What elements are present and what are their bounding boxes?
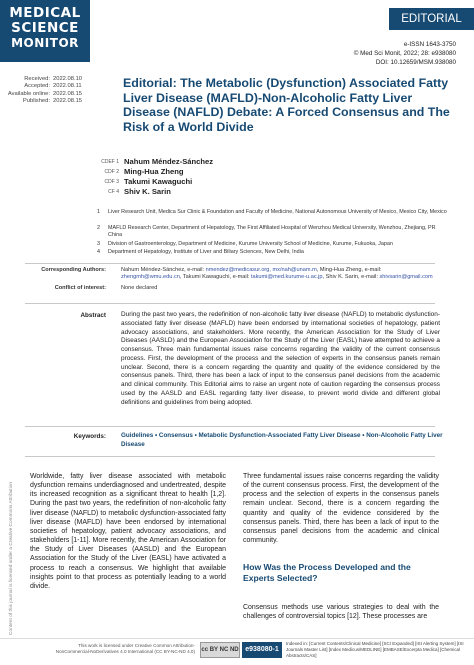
logo-line-1: MEDICAL [9, 5, 81, 21]
email-link[interactable]: zhengmh@wmu.edu.cn [121, 274, 180, 280]
author-name: Ming-Hua Zheng [124, 167, 184, 176]
abstract-text: During the past two years, the redefinition of non-alcoholic fatty liver disease (NAFLD) to metabolic dysfunction-associated fatty liver disease (MAFLD) have been endorsed by international societies of hepatology, patient advocacy associations, and stakeholders. More recently, the American Association for the Study of Liver Diseases (AASLD) and the European Association for the Study of the Liver (EASL) have attempted to achieve a consensus. Three main fundamental issues raise concerns regarding the validity of the current consensus process. First, the development of the process and the selection of experts in the consensus panels remain unclear. Second, there is a concern regarding the quantity and quality of the evidence considered by the consensus panels. Third, there has been a lack of input to the consensus panel decisions from the academic and clinical community. This Editorial aims to raise an urgent note of caution regarding the consensus process used by the AASLD and EASL regarding fatty liver disease, to prevent world divide and different global definitions and guidelines from being adopted. [121, 311, 440, 406]
indexed-in: Indexed in: [Current Contents/Clinical Medicine] [SCI Expanded] [ISI Alerting System] [ISI Journals Master List] [Index Medicus/MEDLINE] [EMBASE/Excerpta Medica] [Chemical Abstracts/CAS] [286, 641, 464, 658]
author-row: CDF 2 Ming-Hua Zheng [104, 167, 184, 176]
keywords-label: Keywords: [73, 433, 106, 440]
date-available-online: Available online: 2022.08.15 [7, 90, 83, 97]
article-type-badge: EDITORIAL [389, 8, 474, 30]
license-text: This work is licensed under Creative Common Attribution-NonCommercial-NoDerivatives 4.0 International (CC BY-NC-ND 4.0) [55, 643, 195, 654]
eissn: e-ISSN 1643-3750 [403, 41, 456, 48]
email-link[interactable]: takumi@med.kurume-u.ac.jp [250, 274, 323, 280]
doi: DOI: 10.12659/MSM.938080 [375, 59, 456, 66]
affiliation: 1 Liver Research Unit, Medica Sur Clinic & Foundation and Faculty of Medicine, National Autonomous University of Mexico, Mexico City, Mexico [97, 209, 447, 215]
logo-line-2: SCIENCE [11, 20, 79, 36]
date-published: Published: 2022.08.15 [22, 98, 83, 105]
affiliation: 4 Department of Hepatology, Institute of Liver and Biliary Sciences, New Delhi, India [97, 249, 304, 255]
journal-logo [0, 0, 90, 62]
author-row: CDF 3 Takumi Kawaguchi [104, 177, 193, 186]
logo-line-3: MONITOR [11, 36, 79, 50]
affiliation: 3 Division of Gastroenterology, Department of Medicine, Kurume University School of Medicine, Kurume, Fukuoka, Japan [97, 241, 393, 247]
author-row: CDEF 1 Nahum Méndez-Sánchez [101, 157, 214, 166]
license-sidebar: Content of this journal is licensed under a Creative Commons Attribution [9, 481, 14, 635]
date-accepted: Accepted: 2022.08.11 [24, 83, 82, 90]
section-heading: How Was the Process Developed and the Experts Selected? [243, 562, 411, 583]
conflict-label: Conflict of interest: [54, 285, 106, 291]
divider [25, 263, 435, 264]
keywords-text: Guidelines • Consensus • Metabolic Dysfunction-Associated Fatty Liver Disease • Non-Alcoholic Fatty Liver Disease [121, 432, 443, 448]
affiliation: 2 MAFLD Research Center, Department of Hepatology, The First Affiliated Hospital of Wenzhou Medical University, Wenzhou, Zhejiang, PR China [97, 225, 436, 238]
email-link[interactable]: shivsarin@gmail.com [379, 274, 433, 280]
email-link[interactable]: nmendez@medicasur.org, mx/nah@unam.m [205, 267, 317, 273]
body-right-paragraph: Three fundamental issues raise concerns regarding the validity of the current consensus process. First, the development of the process and the selection of experts in the consensus panels remain unclear. Second, there is a concern regarding the quantity and quality of the evidence considered by the consensus panels. Third, there has been a lack of input to the consensus panel decisions from the academic and clinical community. [243, 473, 439, 545]
corresponding-text: Nahum Méndez-Sánchez, e-mail: nmendez@medicasur.org, mx/nah@unam.m, Ming-Hua Zheng, e-mail: zhengmh@wmu.edu.cn, Takumi Kawaguchi, e-mail: takumi@med.kurume-u.ac.jp, Shiv K. Sarin, e-mail: shivsarin@gmail.com [121, 267, 433, 280]
date-received: Received: 2022.08.10 [24, 76, 83, 82]
author-name: Shiv K. Sarin [124, 187, 171, 196]
article-title: Editorial: The Metabolic (Dysfunction) Associated Fatty Liver Disease (MAFLD)-Non-Alcoholic Fatty Liver Disease (NAFLD) Debate: A Forced Consensus and The Risk of a World Divide [123, 76, 450, 134]
author-row: CF 4 Shiv K. Sarin [108, 187, 171, 196]
cc-license-icon[interactable]: cc BY NC ND [200, 642, 240, 658]
article-meta [354, 40, 456, 67]
corresponding-label: Corresponding Authors: [41, 267, 106, 273]
page-number: e938080-1 [242, 642, 282, 658]
body-right-paragraph-2: Consensus methods use various strategies to deal with the challenges of controversial topics [12]. These processes are [243, 604, 439, 621]
divider [25, 303, 435, 304]
body-left-column: Worldwide, fatty liver disease associated with metabolic dysfunction remains underdiagnosed and undertreated, despite its increased recognition as a significant threat to health [1,2]. During the past two years, the redefinition of non-alcoholic fatty liver disease (NAFLD) to metabolic dysfunction-associated fatty liver disease (MAFLD) have been endorsed by international societies of hepatology, patient advocacy associations, and stakeholders [1-11]. More recently, the American Association for the Study of Liver Diseases (AASLD) and the European Association for the Study of the Liver (EASL) have activated a process to reach a consensus. We highlight that available insights point to that process as potentially leading to a world divide. [30, 473, 226, 590]
author-name: Takumi Kawaguchi [124, 177, 193, 186]
citation: © Med Sci Monit, 2022; 28: e938080 [353, 50, 456, 57]
author-name: Nahum Méndez-Sánchez [124, 157, 214, 166]
divider [25, 426, 435, 427]
abstract-label: Abstract [80, 312, 106, 319]
conflict-text: None declared [121, 285, 158, 291]
divider [25, 456, 435, 457]
